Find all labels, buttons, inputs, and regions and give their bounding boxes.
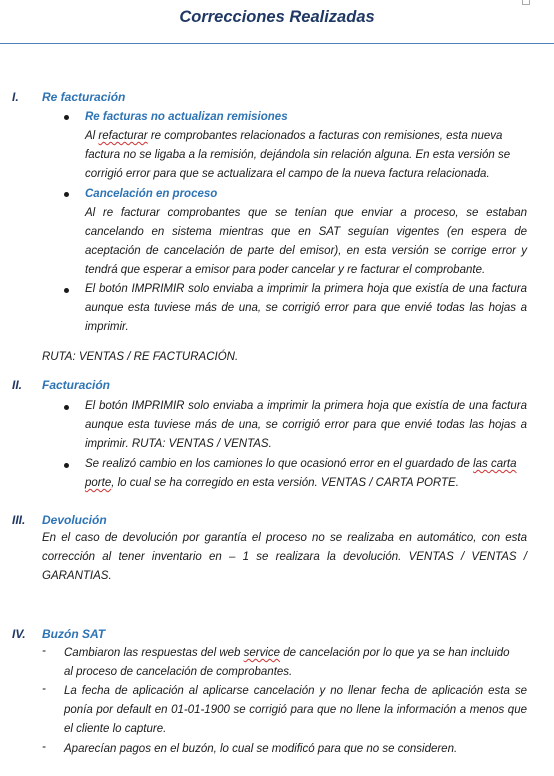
- paragraph-text: Al refacturar re comprobantes relacionados a facturas con remisiones, esta nueva: [85, 130, 503, 142]
- subheading: Re facturas no actualizan remisiones: [85, 111, 288, 123]
- title-rule: [0, 43, 554, 44]
- route-text: RUTA: VENTAS / RE FACTURACIÓN.: [42, 351, 239, 363]
- paragraph-line: corrección al tener inventario en – 1 se realizara la devolución. VENTAS / VENTAS /: [42, 551, 527, 563]
- paragraph-line: el cliente lo capture.: [64, 723, 167, 735]
- subheading: Cancelación en proceso: [85, 188, 218, 200]
- paragraph-line: cancelando en sistema mientras que en SAT seguían vigentes (en espera de: [85, 226, 527, 238]
- paragraph-line: [85, 127, 502, 146]
- paragraph-line: [85, 455, 517, 474]
- paragraph: [85, 397, 527, 454]
- page-title: Correcciones Realizadas: [179, 8, 375, 26]
- section-heading: Re facturación: [42, 90, 126, 104]
- paragraph-line: La fecha de aplicación al aplicarse cancelación y no llenar fecha de aplicación esta se: [64, 685, 527, 697]
- paragraph-line: ponía por default en 01-01-1900 se corrigió para que no llene la información a menos que: [64, 704, 527, 716]
- paragraph-line: El botón IMPRIMIR solo enviaba a imprimir la primera hoja que existía de una factura: [85, 400, 527, 412]
- section-number: IV.: [12, 627, 26, 641]
- paragraph-line: aunque esta tuviese más de una, se corrigió error para que envié todas las hojas a: [85, 302, 527, 314]
- section-number: II.: [12, 378, 23, 392]
- section-heading: Devolución: [42, 513, 107, 527]
- corner-mark: [522, 0, 530, 5]
- paragraph-text: Cambiaron las respuestas del web service de cancelación por lo que ya se han incluido: [64, 647, 510, 659]
- paragraph-text: Se realizó cambio en los camiones lo que ocasionó error en el guardado de las carta: [85, 458, 517, 470]
- paragraph-line: imprimir. RUTA: VENTAS / VENTAS.: [85, 438, 272, 450]
- paragraph-line: aceptación de cancelación de parte del emisor), en esta versión se corrige error y: [85, 245, 527, 257]
- paragraph-line: aunque esta tuviese más de una, se corrigió error para que envié todas las hojas a: [85, 419, 527, 431]
- paragraph-line: Aparecían pagos en el buzón, lo cual se modificó para que no se consideren.: [64, 743, 458, 755]
- paragraph-line: El botón IMPRIMIR solo enviaba a imprimir la primera hoja que existía de una factura: [85, 283, 527, 295]
- paragraph-line: [64, 644, 510, 663]
- paragraph-line: factura no se ligaba a la remisión, dejándola sin relación alguna. En esta versión se: [85, 149, 511, 161]
- paragraph-line: tendrá que esperar a emisor para poder cancelar y re facturar el comprobante.: [85, 264, 486, 276]
- dash-marker: -: [42, 683, 46, 695]
- bullet-icon: [64, 115, 69, 120]
- paragraph-line: En el caso de devolución por garantía el proceso no se realizaba en automático, con esta: [42, 532, 527, 544]
- dash-marker: -: [42, 645, 46, 657]
- paragraph-line: GARANTIAS.: [42, 570, 112, 582]
- section-heading: Facturación: [42, 378, 111, 392]
- paragraph: [85, 280, 527, 337]
- paragraph-line: Al re facturar comprobantes que se tenían que enviar a proceso, se estaban: [85, 207, 527, 219]
- bullet-icon: [64, 288, 69, 293]
- bullet-icon: [64, 192, 69, 197]
- section-number: III.: [12, 513, 26, 527]
- section-number: I.: [12, 90, 19, 104]
- paragraph: [42, 529, 527, 586]
- paragraph: [85, 204, 527, 280]
- paragraph-line: imprimir.: [85, 321, 129, 333]
- paragraph-line: al proceso de cancelación de comprobantes.: [64, 666, 293, 678]
- paragraph-text: porte, lo cual se ha corregido en esta versión. VENTAS / CARTA PORTE.: [85, 477, 459, 489]
- dash-marker: -: [42, 741, 46, 753]
- section-heading: Buzón SAT: [42, 627, 106, 641]
- paragraph-line: corrigió error para que se actualizara el campo de la nueva factura relacionada.: [85, 168, 490, 180]
- bullet-icon: [64, 463, 69, 468]
- bullet-icon: [64, 405, 69, 410]
- paragraph-line: [85, 474, 459, 493]
- paragraph: [64, 682, 527, 739]
